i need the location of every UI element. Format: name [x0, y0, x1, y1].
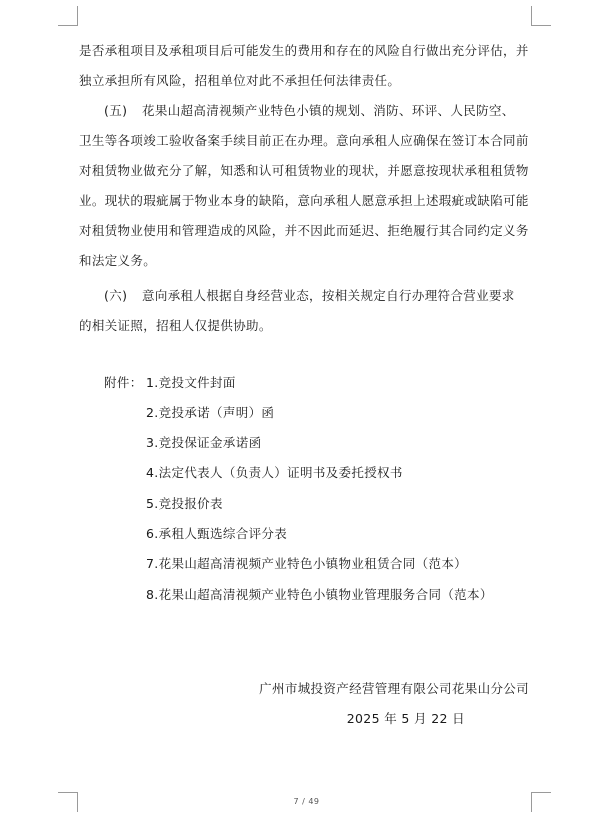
- paragraph-line: 卫生等各项竣工验收备案手续目前正在办理。意向承租人应确保在签订本合同前: [79, 133, 529, 148]
- crop-mark-top-left: [58, 6, 78, 26]
- attachment-item: 4.法定代表人（负责人）证明书及委托授权书: [146, 465, 403, 480]
- paragraph-line: 对租赁物业使用和管理造成的风险，并不因此而延迟、拒绝履行其合同约定义务: [79, 223, 529, 238]
- paragraph-line: 的相关证照，招租人仅提供协助。: [79, 318, 272, 333]
- attachment-item: 5.竞投报价表: [146, 496, 223, 511]
- attachment-item: 6.承租人甄选综合评分表: [146, 526, 288, 541]
- attachment-item: 2.竞投承诺（声明）函: [146, 405, 275, 420]
- page-number: 7 / 49: [293, 797, 320, 806]
- paragraph-five-first-line: [104, 103, 515, 119]
- attachment-item: 8.花果山超高清视频产业特色小镇物业管理服务合同（范本）: [146, 587, 493, 602]
- paragraph-line: 和法定义务。: [79, 253, 157, 268]
- attachment-item: 3.竞投保证金承诺函: [146, 435, 262, 450]
- paragraph-line: 业。现状的瑕疵属于物业本身的缺陷，意向承租人愿意承担上述瑕疵或缺陷可能: [79, 193, 529, 208]
- attachments-heading: 附件：: [104, 375, 143, 390]
- attachment-item: 7.花果山超高清视频产业特色小镇物业租赁合同（范本）: [146, 556, 468, 571]
- paragraph-line: 独立承担所有风险，招租单位对此不承担任何法律责任。: [79, 73, 401, 88]
- paragraph-five-label: (五): [104, 103, 128, 118]
- attachment-item: 1.竞投文件封面: [146, 375, 236, 390]
- paragraph-six-first-line: [104, 288, 515, 304]
- paragraph-six-text: 意向承租人根据自身经营业态，按相关规定自行办理符合营业要求: [142, 288, 515, 303]
- paragraph-six-label: (六): [104, 288, 128, 303]
- paragraph-line: 是否承租项目及承租项目后可能发生的费用和存在的风险自行做出充分评估，并: [79, 43, 529, 58]
- signature-date: 2025 年 5 月 22 日: [346, 711, 465, 726]
- crop-mark-top-right: [531, 6, 551, 26]
- paragraph-five-text: 花果山超高清视频产业特色小镇的规划、消防、环评、人民防空、: [142, 103, 515, 118]
- signature-organization: 广州市城投资产经营管理有限公司花果山分公司: [259, 681, 529, 696]
- paragraph-line: 对租赁物业做充分了解，知悉和认可租赁物业的现状，并愿意按现状承租租赁物: [79, 163, 529, 178]
